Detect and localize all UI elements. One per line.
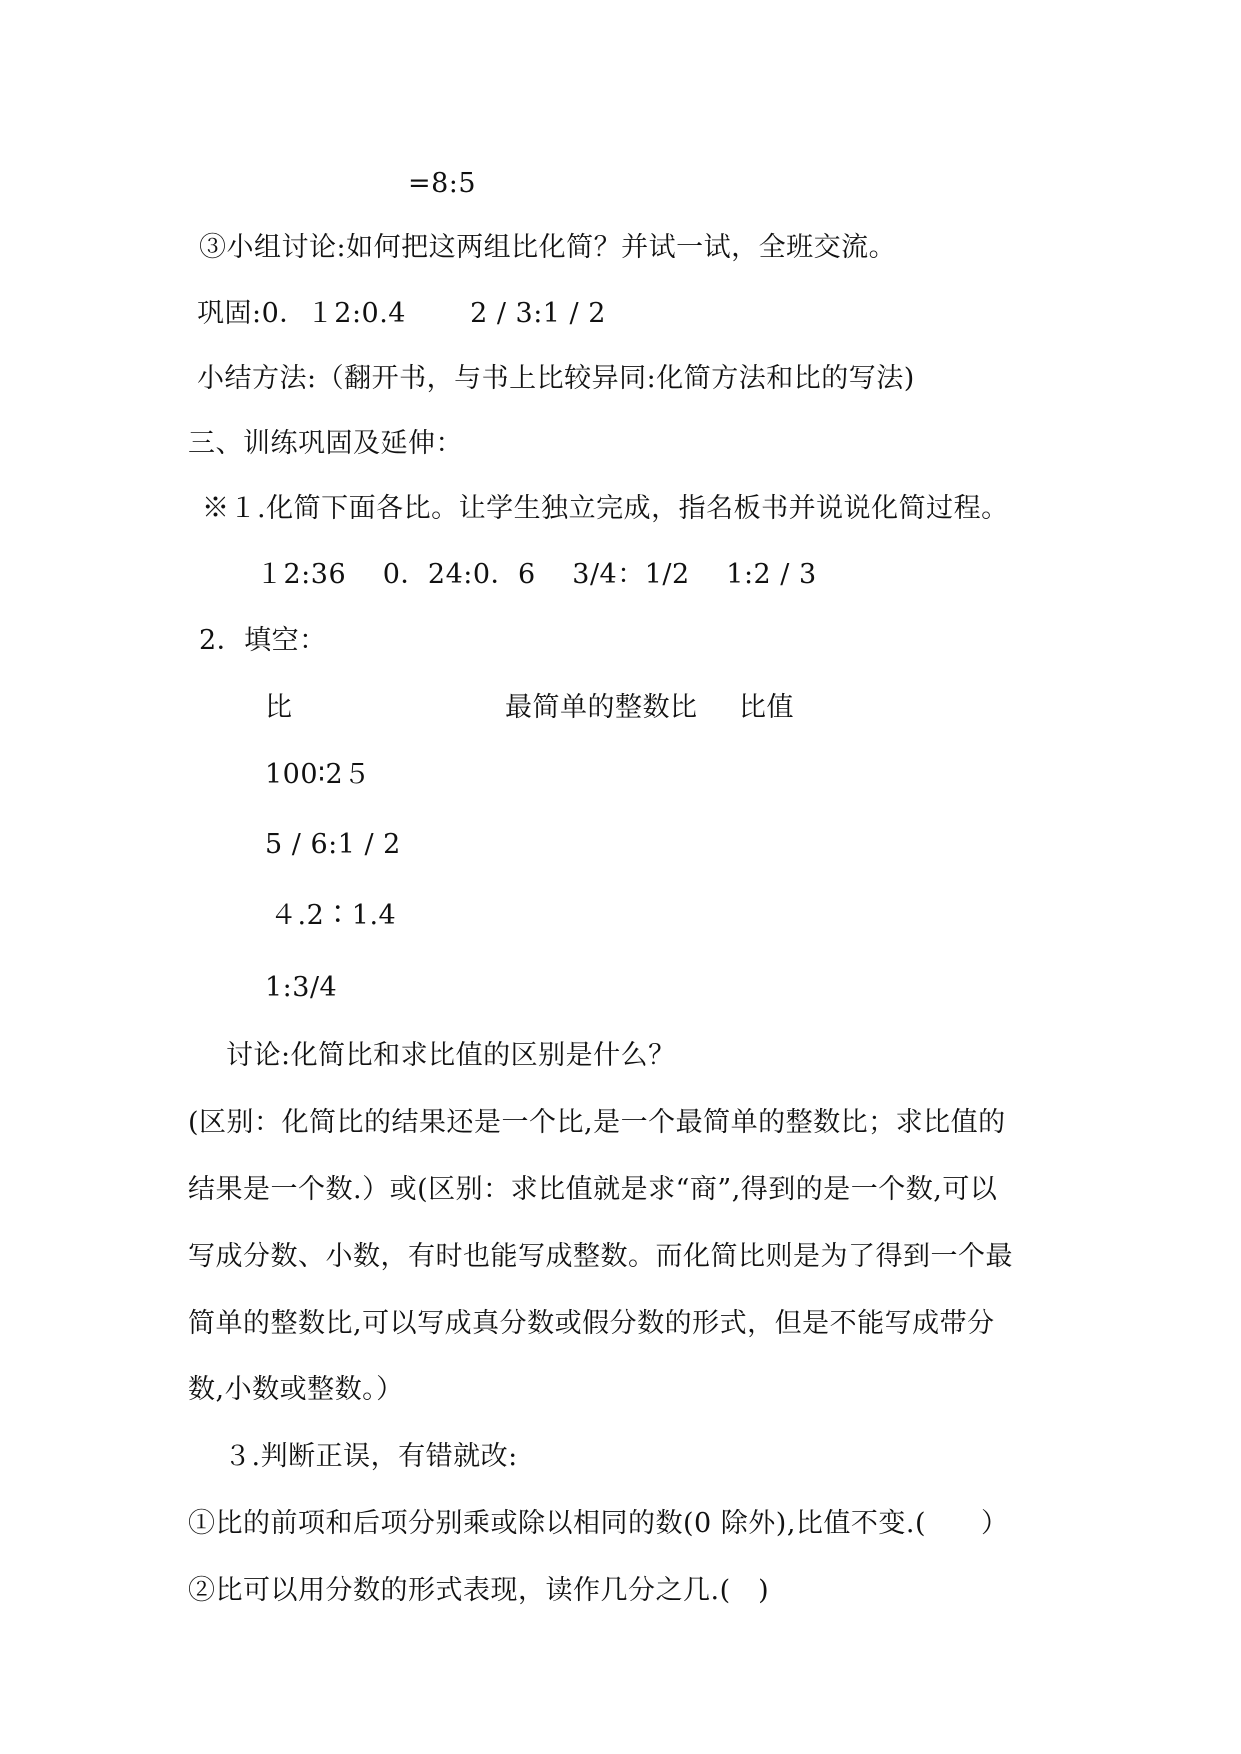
paragraph-line: 数,小数或整数。） — [188, 1374, 404, 1405]
discussion-question: 讨论:化简比和求比值的区别是什么？ — [226, 1040, 676, 1071]
table-header-simplest: 最简单的整数比 — [505, 692, 698, 723]
paragraph-line: 简单的整数比,可以写成真分数或假分数的形式，但是不能写成带分 — [188, 1308, 995, 1339]
question-1-items: １2:36 0．24:0．6 3/4：1/2 1:2 / 3 — [256, 559, 817, 590]
consolidate-line: 巩固:0．１2:0.4 2 / 3:1 / 2 — [197, 298, 606, 329]
section-heading: 三、训练巩固及延伸： — [188, 428, 463, 459]
table-row: 5 / 6:1 / 2 — [265, 829, 401, 860]
paragraph-line: 结果是一个数.）或(区别：求比值就是求“商”,得到的是一个数,可以 — [188, 1174, 998, 1205]
question-3: ３.判断正误，有错就改: — [224, 1441, 518, 1472]
question-1: ※１.化简下面各比。让学生独立完成，指名板书并说说化简过程。 — [202, 493, 1009, 524]
table-row: 1:3/4 — [265, 972, 338, 1003]
group-discussion-line: ③小组讨论:如何把这两组比化简？并试一试，全班交流。 — [199, 232, 897, 263]
table-header-ratio: 比 — [265, 692, 293, 723]
paragraph-line: (区别：化简比的结果还是一个比,是一个最简单的整数比；求比值的 — [188, 1107, 1006, 1138]
question-2: 2．填空： — [199, 625, 327, 656]
paragraph-line: 写成分数、小数，有时也能写成整数。而化简比则是为了得到一个最 — [188, 1241, 1013, 1272]
equation-line: =8:5 — [408, 168, 477, 199]
table-row: ４.2∶1.4 — [270, 900, 397, 931]
table-row: 100∶2５ — [265, 759, 371, 790]
judgement-item: ②比可以用分数的形式表现，读作几分之几.( ) — [188, 1575, 770, 1606]
judgement-item: ①比的前项和后项分别乘或除以相同的数(0 除外),比值不变.( ） — [188, 1508, 1009, 1539]
table-header-value: 比值 — [739, 692, 794, 723]
summary-line: 小结方法:（翻开书，与书上比较异同:化简方法和比的写法) — [197, 363, 915, 394]
